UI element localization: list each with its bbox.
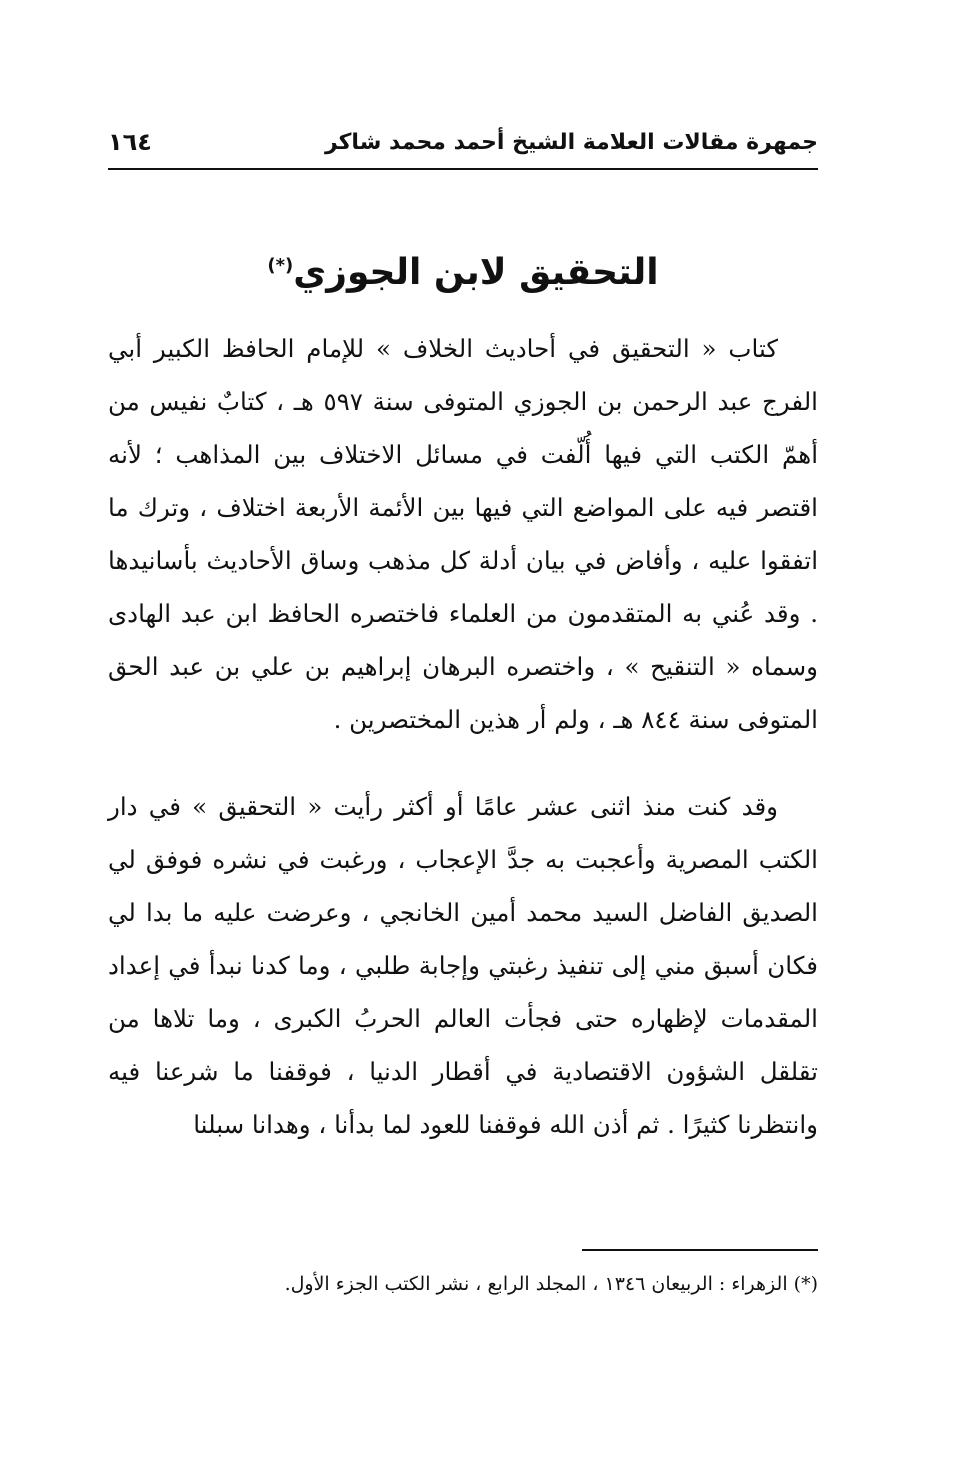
title-footnote-marker: (*)	[267, 255, 294, 277]
running-title: جمهرة مقالات العلامة الشيخ أحمد محمد شاكر	[324, 129, 818, 155]
body-paragraph: وقد كنت منذ اثنى عشر عامًا أو أكثر رأيت « التحقيق » في دار الكتب المصرية وأعجبت به جدَّ الإعجاب ، ورغبت في نشره فوفق لي الصديق الفاضل السيد محمد أمين الخانجي ، وعرضت عليه ما بدا لي فكان أسبق مني إلى تنفيذ رغبتي وإجابة طلبي ، وما كدنا نبدأ في إعداد المقدمات لإظهاره حتى فجأت العالم الحربُ الكبرى ، وما تلاها من تقلقل الشؤون الاقتصادية في أقطار الدنيا ، فوقفنا ما شرعنا فيه وانتظرنا كثيرًا . ثم أذن الله فوقفنا للعود لما بدأنا ، وهدانا سبلنا	[108, 792, 818, 1139]
body-paragraph: كتاب « التحقيق في أحاديث الخلاف » للإمام الحافظ الكبير أبي الفرج عبد الرحمن بن الجوزي المتوفى سنة ٥٩٧ هـ ، كتابٌ نفيس من أهمّ الكتب التي فيها أُلّفت في مسائل الاختلاف بين المذاهب ؛ لأنه اقتصر فيه على المواضع التي فيها بين الأئمة الأربعة اختلاف ، وترك ما اتفقوا عليه ، وأفاض في بيان أدلة كل مذهب وساق الأحاديث بأسانيدها . وقد عُني به المتقدمون من العلماء فاختصره الحافظ ابن عبد الهادى وسماه « التنقيح » ، واختصره البرهان إبراهيم بن علي بن عبد الحق المتوفى سنة ٨٤٤ هـ ، ولم أر هذين المختصرين .	[108, 334, 818, 734]
footnote	[108, 1268, 818, 1300]
article-title	[108, 252, 818, 293]
footnote-text: الزهراء : الربيعان ١٣٤٦ ، المجلد الرابع ، نشر الكتب الجزء الأول.	[284, 1273, 788, 1295]
article-title-text: التحقيق لابن الجوزي	[293, 252, 659, 294]
footnote-separator	[582, 1249, 818, 1251]
running-header	[108, 122, 818, 170]
article-body	[108, 322, 818, 1151]
footnote-marker: (*)	[793, 1273, 818, 1295]
page-number: ١٦٤	[108, 128, 152, 156]
